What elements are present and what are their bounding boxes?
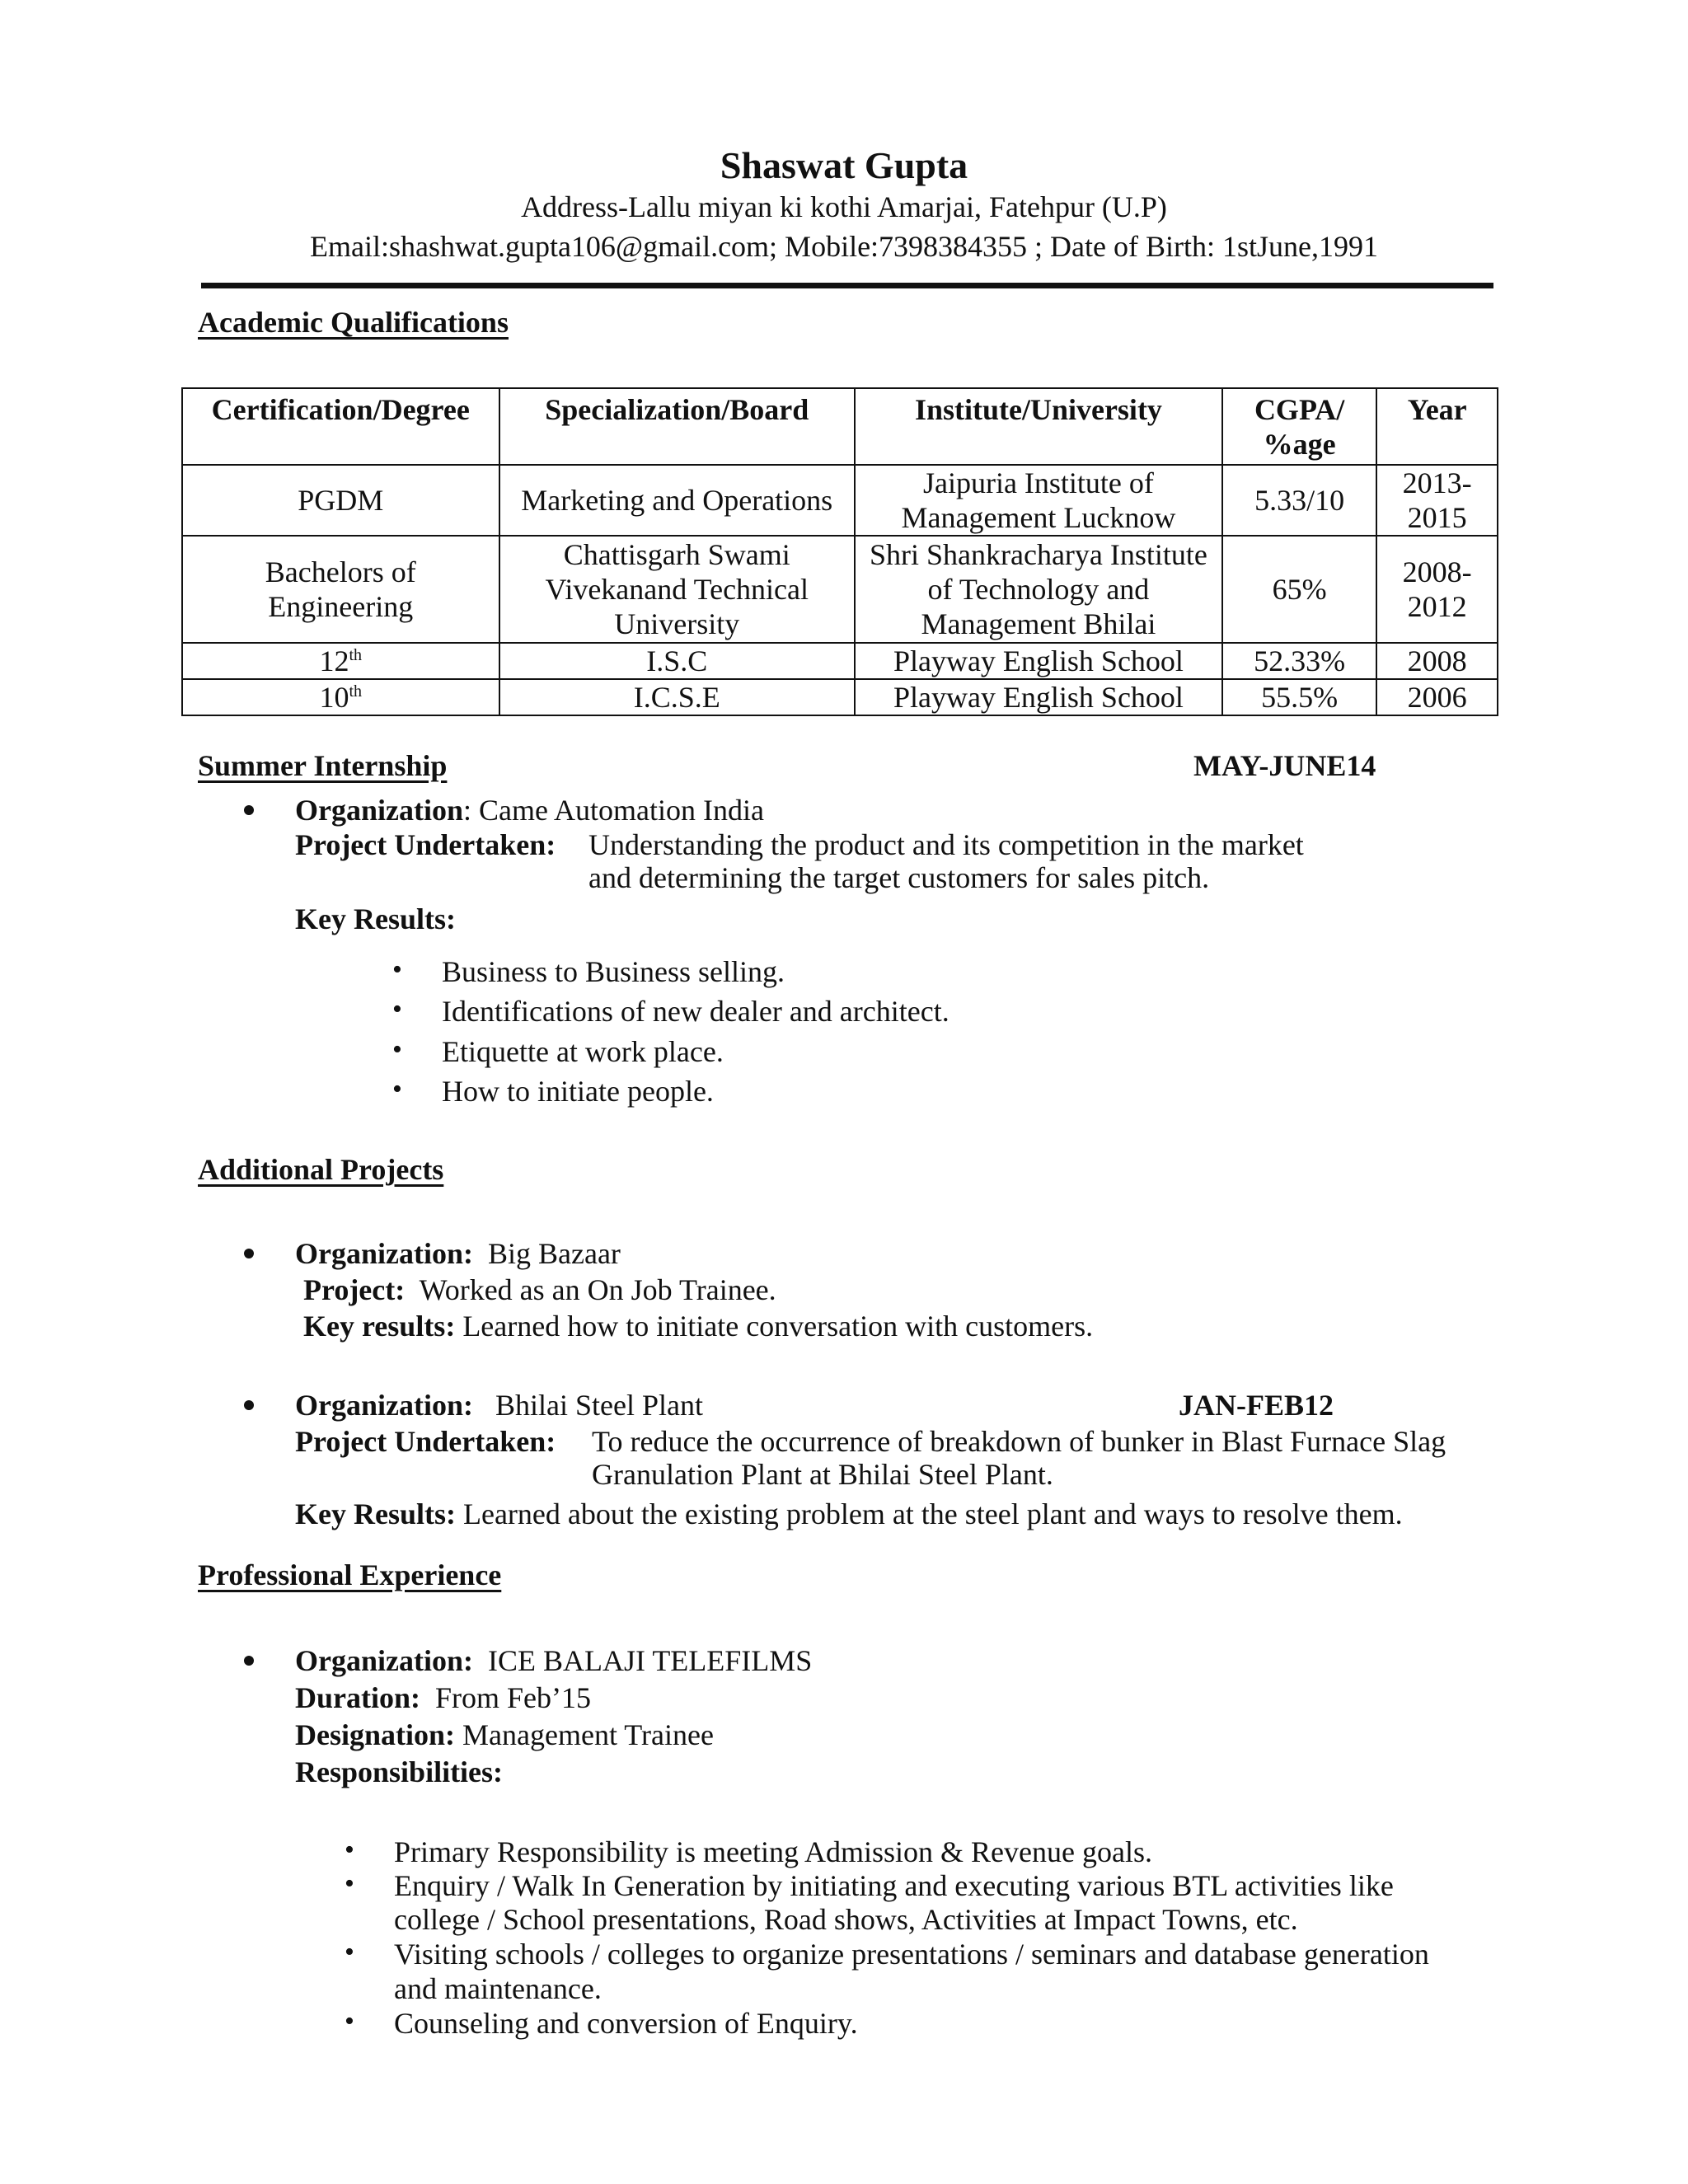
cell-degree-suffix: th bbox=[349, 646, 363, 664]
experience-heading: Professional Experience bbox=[198, 1558, 502, 1591]
designation-label: Designation: bbox=[295, 1718, 456, 1751]
candidate-name: Shaswat Gupta bbox=[720, 144, 968, 186]
bullet-glyph: • bbox=[345, 1937, 354, 1967]
responsibility-item-cont: college / School presentations, Road shows, Activities at Impact Towns, etc. bbox=[394, 1903, 1298, 1936]
col-board-header: Specialization/Board bbox=[499, 388, 856, 465]
header-divider bbox=[201, 283, 1493, 288]
cell-year-text: 2013- 2015 bbox=[1402, 466, 1472, 534]
cell-score: 52.33% bbox=[1222, 643, 1376, 679]
address-line: Address-Lallu miyan ki kothi Amarjai, Fatehpur (U.P) bbox=[521, 190, 1167, 223]
bullet-glyph: • bbox=[345, 1835, 354, 1865]
project1-project bbox=[303, 1272, 776, 1307]
experience-organization bbox=[295, 1643, 812, 1678]
cell-institute-text: Jaipuria Institute of Management Lucknow bbox=[901, 466, 1176, 534]
col-score-header-text: CGPA/ %age bbox=[1254, 393, 1345, 461]
project-label: Project: bbox=[303, 1273, 406, 1306]
cell-institute: Playway English School bbox=[855, 643, 1222, 679]
cell-year bbox=[1376, 465, 1498, 536]
cell-degree: PGDM bbox=[182, 465, 499, 536]
cell-degree-text: 12 bbox=[319, 644, 349, 677]
project2-period: JAN-FEB12 bbox=[1179, 1389, 1334, 1422]
table-row bbox=[182, 536, 1498, 643]
table-header-row bbox=[182, 388, 1498, 465]
cell-board bbox=[499, 536, 856, 643]
bullet-glyph: • bbox=[345, 2006, 354, 2036]
table-row bbox=[182, 465, 1498, 536]
organization-value: Bhilai Steel Plant bbox=[495, 1389, 703, 1422]
bullet-glyph: • bbox=[392, 994, 402, 1024]
project2-organization bbox=[295, 1388, 703, 1422]
project-line-1: Understanding the product and its competition in the market bbox=[588, 828, 1304, 861]
experience-duration bbox=[295, 1680, 591, 1715]
cell-degree-suffix: th bbox=[349, 682, 363, 701]
col-institute-header: Institute/University bbox=[855, 388, 1222, 465]
bullet-glyph: • bbox=[392, 1034, 402, 1065]
cell-degree bbox=[182, 536, 499, 643]
organization-value: Big Bazaar bbox=[487, 1237, 621, 1270]
project2-results bbox=[295, 1497, 1403, 1531]
responsibility-item-cont: and maintenance. bbox=[394, 1972, 602, 2005]
cell-degree bbox=[182, 679, 499, 715]
col-degree-header: Certification/Degree bbox=[182, 388, 499, 465]
organization-label: Organization: bbox=[295, 1237, 473, 1270]
academic-table bbox=[181, 387, 1498, 716]
bullet-dot bbox=[244, 805, 254, 815]
cell-degree-text: Bachelors of Engineering bbox=[265, 555, 416, 623]
duration-label: Duration: bbox=[295, 1681, 420, 1714]
key-results-value: Learned about the existing problem at the steel plant and ways to resolve them. bbox=[462, 1497, 1403, 1530]
cell-score: 5.33/10 bbox=[1222, 465, 1376, 536]
result-item: Etiquette at work place. bbox=[442, 1035, 724, 1068]
academic-heading: Academic Qualifications bbox=[198, 306, 509, 339]
bullet-glyph: • bbox=[392, 954, 402, 985]
cell-board: I.C.S.E bbox=[499, 679, 856, 715]
project1-organization bbox=[295, 1236, 621, 1271]
designation-value: Management Trainee bbox=[462, 1718, 714, 1751]
internship-period: MAY-JUNE14 bbox=[1193, 749, 1376, 782]
key-results-label: Key results: bbox=[303, 1310, 456, 1343]
organization-value: ICE BALAJI TELEFILMS bbox=[487, 1644, 813, 1677]
col-score-header bbox=[1222, 388, 1376, 465]
cell-institute bbox=[855, 536, 1222, 643]
cell-year: 2006 bbox=[1376, 679, 1498, 715]
key-results-value: Learned how to initiate conversation with customers. bbox=[462, 1310, 1094, 1343]
cell-year bbox=[1376, 536, 1498, 643]
bullet-dot bbox=[244, 1249, 254, 1258]
contact-line: Email:shashwat.gupta106@gmail.com; Mobile:7398384355 ; Date of Birth: 1stJune,1991 bbox=[310, 230, 1378, 263]
cell-board-text: Chattisgarh Swami Vivekanand Technical University bbox=[545, 538, 809, 640]
experience-designation bbox=[295, 1718, 714, 1752]
table-row bbox=[182, 643, 1498, 679]
project1-results bbox=[303, 1309, 1093, 1343]
cell-year: 2008 bbox=[1376, 643, 1498, 679]
cell-score: 55.5% bbox=[1222, 679, 1376, 715]
responsibilities-label: Responsibilities: bbox=[295, 1755, 504, 1788]
project-line-2: and determining the target customers for sales pitch. bbox=[588, 861, 1210, 894]
cell-year-text: 2008- 2012 bbox=[1402, 555, 1472, 623]
bullet-dot bbox=[244, 1656, 254, 1666]
key-results-label: Key Results: bbox=[295, 1497, 456, 1530]
project-label: Project Undertaken: bbox=[295, 1425, 556, 1458]
internship-heading: Summer Internship bbox=[198, 749, 448, 782]
cell-institute: Playway English School bbox=[855, 679, 1222, 715]
project-line-1: To reduce the occurrence of breakdown of bunker in Blast Furnace Slag bbox=[592, 1425, 1447, 1458]
result-item: Business to Business selling. bbox=[442, 955, 785, 988]
organization-label: Organization bbox=[295, 794, 463, 827]
organization-label: Organization: bbox=[295, 1644, 473, 1677]
responsibility-item: Primary Responsibility is meeting Admission & Revenue goals. bbox=[394, 1835, 1152, 1868]
responsibility-item: Visiting schools / colleges to organize presentations / seminars and database generation bbox=[394, 1938, 1429, 1971]
result-item: Identifications of new dealer and architect. bbox=[442, 995, 950, 1028]
responsibility-item: Enquiry / Walk In Generation by initiating and executing various BTL activities like bbox=[394, 1869, 1394, 1902]
cell-degree bbox=[182, 643, 499, 679]
organization-label: Organization: bbox=[295, 1389, 473, 1422]
table-row bbox=[182, 679, 1498, 715]
project-line-2: Granulation Plant at Bhilai Steel Plant. bbox=[592, 1458, 1053, 1491]
result-item: How to initiate people. bbox=[442, 1075, 714, 1108]
bullet-glyph: • bbox=[392, 1074, 402, 1104]
cell-degree-text: 10 bbox=[319, 681, 349, 714]
cell-board: I.S.C bbox=[499, 643, 856, 679]
additional-heading: Additional Projects bbox=[198, 1153, 444, 1186]
cell-score: 65% bbox=[1222, 536, 1376, 643]
key-results-label: Key Results: bbox=[295, 902, 456, 935]
cell-institute-text: Shri Shankracharya Institute of Technology and Management Bhilai bbox=[869, 538, 1207, 640]
project-label: Project Undertaken: bbox=[295, 828, 556, 861]
bullet-glyph: • bbox=[345, 1868, 354, 1899]
cell-board: Marketing and Operations bbox=[499, 465, 856, 536]
project-value: Worked as an On Job Trainee. bbox=[419, 1273, 776, 1306]
col-year-header: Year bbox=[1376, 388, 1498, 465]
responsibility-item: Counseling and conversion of Enquiry. bbox=[394, 2007, 858, 2040]
duration-value: From Feb’15 bbox=[435, 1681, 591, 1714]
organization-value: : Came Automation India bbox=[463, 794, 764, 827]
bullet-dot bbox=[244, 1400, 254, 1410]
internship-organization bbox=[295, 793, 764, 827]
cell-institute bbox=[855, 465, 1222, 536]
